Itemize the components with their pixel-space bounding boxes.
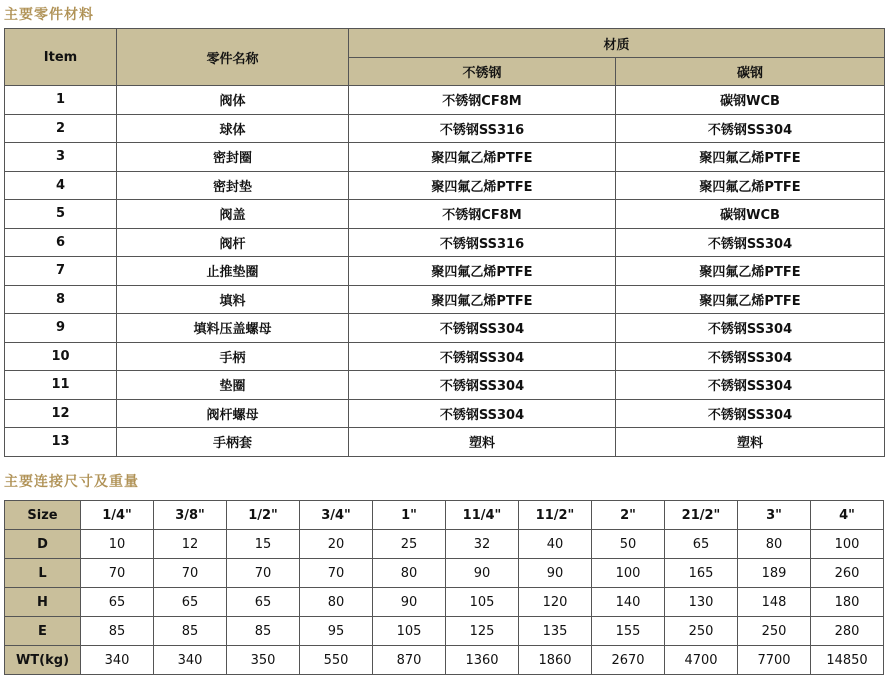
cell-value: 3/8"	[154, 501, 227, 530]
cell-value: 148	[738, 588, 811, 617]
cell-value: 70	[227, 559, 300, 588]
cell-value: 135	[519, 617, 592, 646]
cell-value: 70	[81, 559, 154, 588]
cell-item: 4	[5, 171, 117, 200]
cell-carbon: 不锈钢SS304	[616, 228, 885, 257]
row-label: D	[5, 530, 81, 559]
cell-value: 90	[519, 559, 592, 588]
cell-name: 阀体	[117, 86, 349, 115]
cell-value: 90	[446, 559, 519, 588]
cell-value: 40	[519, 530, 592, 559]
cell-value: 65	[665, 530, 738, 559]
cell-value: 250	[738, 617, 811, 646]
table-row	[5, 617, 884, 646]
cell-value: 90	[373, 588, 446, 617]
table-row	[5, 200, 885, 229]
cell-value: 70	[300, 559, 373, 588]
row-label: E	[5, 617, 81, 646]
cell-item: 3	[5, 143, 117, 172]
header-item: Item	[5, 29, 117, 86]
table-row	[5, 314, 885, 343]
table-row	[5, 285, 885, 314]
cell-carbon: 不锈钢SS304	[616, 342, 885, 371]
cell-carbon: 聚四氟乙烯PTFE	[616, 143, 885, 172]
cell-carbon: 不锈钢SS304	[616, 399, 885, 428]
cell-item: 5	[5, 200, 117, 229]
cell-value: 340	[81, 646, 154, 675]
cell-value: 21/2"	[665, 501, 738, 530]
table-row	[5, 171, 885, 200]
cell-stainless: 不锈钢SS304	[349, 399, 616, 428]
cell-item: 7	[5, 257, 117, 286]
cell-value: 65	[154, 588, 227, 617]
cell-value: 870	[373, 646, 446, 675]
cell-value: 25	[373, 530, 446, 559]
cell-carbon: 碳钢WCB	[616, 200, 885, 229]
table-row	[5, 143, 885, 172]
table-row	[5, 371, 885, 400]
cell-name: 垫圈	[117, 371, 349, 400]
cell-value: 3"	[738, 501, 811, 530]
cell-value: 80	[373, 559, 446, 588]
cell-carbon: 碳钢WCB	[616, 86, 885, 115]
cell-stainless: 聚四氟乙烯PTFE	[349, 285, 616, 314]
cell-name: 手柄套	[117, 428, 349, 457]
table-row	[5, 559, 884, 588]
cell-name: 手柄	[117, 342, 349, 371]
cell-item: 10	[5, 342, 117, 371]
cell-value: 11/2"	[519, 501, 592, 530]
parts-material-table	[4, 28, 885, 457]
cell-value: 130	[665, 588, 738, 617]
cell-stainless: 不锈钢CF8M	[349, 200, 616, 229]
cell-value: 120	[519, 588, 592, 617]
cell-name: 止推垫圈	[117, 257, 349, 286]
cell-item: 8	[5, 285, 117, 314]
cell-value: 4"	[811, 501, 884, 530]
header-part-name: 零件名称	[117, 29, 349, 86]
cell-value: 180	[811, 588, 884, 617]
cell-value: 2670	[592, 646, 665, 675]
cell-value: 85	[227, 617, 300, 646]
cell-value: 65	[227, 588, 300, 617]
cell-stainless: 聚四氟乙烯PTFE	[349, 257, 616, 286]
cell-value: 2"	[592, 501, 665, 530]
cell-value: 70	[154, 559, 227, 588]
header-carbon: 碳钢	[616, 58, 885, 86]
cell-value: 11/4"	[446, 501, 519, 530]
cell-value: 100	[592, 559, 665, 588]
cell-name: 球体	[117, 114, 349, 143]
cell-name: 填料	[117, 285, 349, 314]
table-row	[5, 501, 884, 530]
table-row	[5, 646, 884, 675]
row-label: WT(kg)	[5, 646, 81, 675]
table-row	[5, 228, 885, 257]
row-label: L	[5, 559, 81, 588]
cell-item: 1	[5, 86, 117, 115]
cell-value: 80	[738, 530, 811, 559]
cell-carbon: 塑料	[616, 428, 885, 457]
cell-stainless: 不锈钢SS316	[349, 114, 616, 143]
cell-item: 9	[5, 314, 117, 343]
cell-carbon: 不锈钢SS304	[616, 114, 885, 143]
table-row	[5, 399, 885, 428]
cell-value: 1860	[519, 646, 592, 675]
cell-value: 1360	[446, 646, 519, 675]
cell-value: 340	[154, 646, 227, 675]
cell-value: 550	[300, 646, 373, 675]
cell-name: 阀盖	[117, 200, 349, 229]
cell-value: 50	[592, 530, 665, 559]
cell-stainless: 聚四氟乙烯PTFE	[349, 171, 616, 200]
cell-carbon: 聚四氟乙烯PTFE	[616, 257, 885, 286]
cell-value: 100	[811, 530, 884, 559]
cell-value: 140	[592, 588, 665, 617]
cell-stainless: 不锈钢SS304	[349, 314, 616, 343]
table-row	[5, 257, 885, 286]
cell-stainless: 不锈钢SS316	[349, 228, 616, 257]
cell-value: 3/4"	[300, 501, 373, 530]
cell-value: 165	[665, 559, 738, 588]
cell-carbon: 聚四氟乙烯PTFE	[616, 285, 885, 314]
cell-value: 155	[592, 617, 665, 646]
table-row	[5, 86, 885, 115]
cell-item: 2	[5, 114, 117, 143]
cell-carbon: 不锈钢SS304	[616, 371, 885, 400]
table-row	[5, 114, 885, 143]
cell-value: 12	[154, 530, 227, 559]
cell-stainless: 聚四氟乙烯PTFE	[349, 143, 616, 172]
cell-value: 125	[446, 617, 519, 646]
cell-carbon: 不锈钢SS304	[616, 314, 885, 343]
row-label: Size	[5, 501, 81, 530]
header-stainless: 不锈钢	[349, 58, 616, 86]
cell-value: 85	[154, 617, 227, 646]
cell-value: 105	[373, 617, 446, 646]
cell-value: 10	[81, 530, 154, 559]
cell-item: 13	[5, 428, 117, 457]
cell-item: 11	[5, 371, 117, 400]
cell-value: 350	[227, 646, 300, 675]
table-row	[5, 588, 884, 617]
cell-value: 105	[446, 588, 519, 617]
cell-value: 189	[738, 559, 811, 588]
cell-item: 12	[5, 399, 117, 428]
cell-value: 65	[81, 588, 154, 617]
cell-name: 阀杆螺母	[117, 399, 349, 428]
table-row	[5, 530, 884, 559]
cell-value: 1/2"	[227, 501, 300, 530]
cell-value: 14850	[811, 646, 884, 675]
dims-section-title: 主要连接尺寸及重量	[4, 474, 139, 490]
cell-item: 6	[5, 228, 117, 257]
cell-value: 15	[227, 530, 300, 559]
cell-name: 密封圈	[117, 143, 349, 172]
cell-value: 260	[811, 559, 884, 588]
cell-value: 1/4"	[81, 501, 154, 530]
cell-value: 7700	[738, 646, 811, 675]
cell-name: 阀杆	[117, 228, 349, 257]
cell-value: 32	[446, 530, 519, 559]
row-label: H	[5, 588, 81, 617]
cell-stainless: 不锈钢CF8M	[349, 86, 616, 115]
header-material: 材质	[349, 29, 885, 58]
cell-name: 密封垫	[117, 171, 349, 200]
table-row	[5, 342, 885, 371]
cell-value: 250	[665, 617, 738, 646]
cell-value: 1"	[373, 501, 446, 530]
cell-value: 85	[81, 617, 154, 646]
dimensions-weight-table	[4, 500, 884, 675]
cell-stainless: 不锈钢SS304	[349, 342, 616, 371]
cell-stainless: 塑料	[349, 428, 616, 457]
table-row	[5, 428, 885, 457]
cell-name: 填料压盖螺母	[117, 314, 349, 343]
cell-value: 280	[811, 617, 884, 646]
cell-carbon: 聚四氟乙烯PTFE	[616, 171, 885, 200]
cell-value: 4700	[665, 646, 738, 675]
cell-stainless: 不锈钢SS304	[349, 371, 616, 400]
parts-section-title: 主要零件材料	[4, 7, 94, 23]
cell-value: 20	[300, 530, 373, 559]
cell-value: 95	[300, 617, 373, 646]
cell-value: 80	[300, 588, 373, 617]
